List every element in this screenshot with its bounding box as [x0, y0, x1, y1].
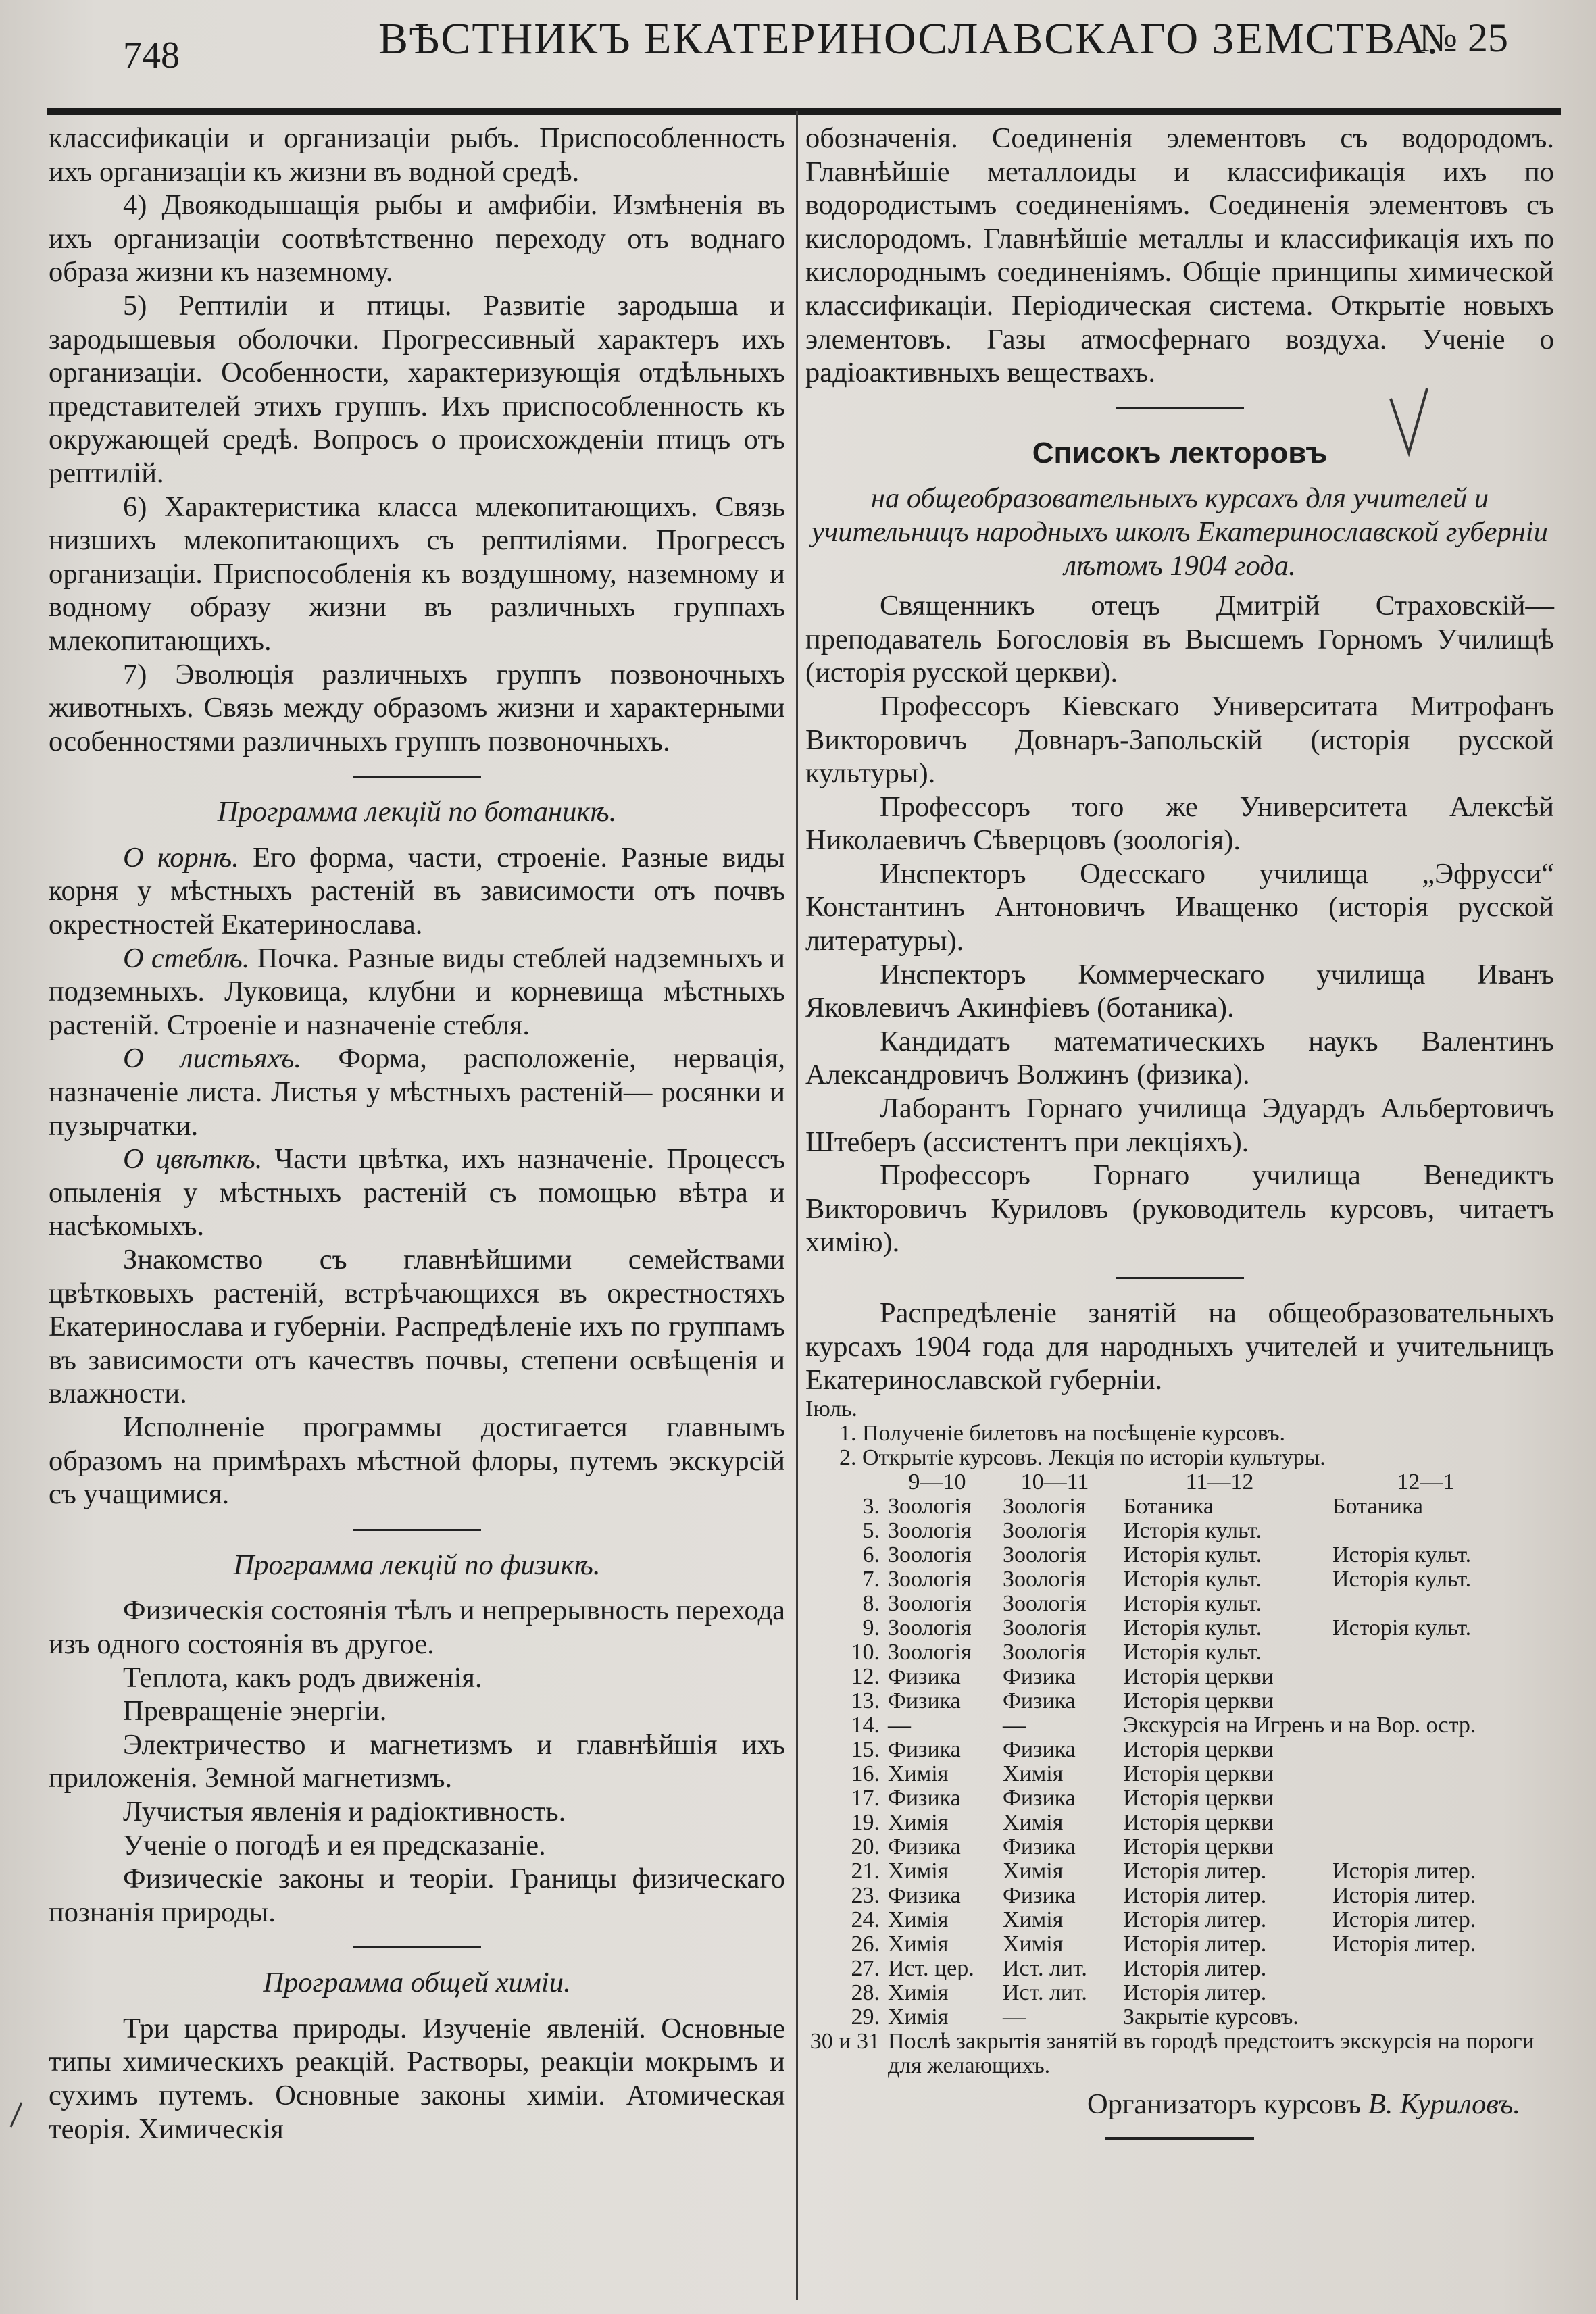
- slot-11-12: Исторія культ.: [1123, 1590, 1262, 1616]
- slot-10-11: Ист. лит.: [1003, 1980, 1087, 2005]
- slot-9-10: Физика: [888, 1882, 961, 1908]
- physics-paragraph: Ученіе о погодѣ и ея предсказаніе.: [123, 1829, 546, 1861]
- botany-paragraph: [49, 1142, 785, 1243]
- slot-10-11: —: [1003, 1712, 1026, 1738]
- topic-lead: О листьяхъ.: [123, 1042, 301, 1075]
- slot-12-1: [1332, 1762, 1535, 1786]
- lecturer-entry: Лаборантъ Горнаго училища Эдуардъ Альбертовичъ Штеберъ (ассистентъ при лекціяхъ).: [805, 1092, 1554, 1158]
- slot-9-10: Химія: [888, 1980, 949, 2005]
- slot-10-11: Физика: [1003, 1785, 1076, 1811]
- botany-paragraph: [49, 1042, 785, 1142]
- schedule-day: 17.: [851, 1785, 880, 1811]
- slot-9-10: Зоологія: [888, 1615, 972, 1640]
- time-slot: 9—10: [908, 1469, 966, 1494]
- slot-11-12: Исторія культ.: [1123, 1566, 1262, 1592]
- schedule-row: [805, 1567, 1554, 1592]
- schedule-day: 26.: [851, 1931, 880, 1957]
- schedule-row: [805, 1908, 1554, 1932]
- slot-11-12: Исторія культ.: [1123, 1517, 1262, 1543]
- schedule-row: [805, 2005, 1554, 2030]
- schedule-row: [805, 1640, 1554, 1665]
- slot-11-12: Ботаника: [1123, 1493, 1214, 1519]
- physics-paragraph: Превращеніе энергіи.: [123, 1695, 387, 1728]
- header-rule: [47, 108, 1561, 115]
- physics-paragraph: Теплота, какъ родъ движенія.: [123, 1661, 482, 1694]
- slot-12-1: Ботаника: [1332, 1493, 1423, 1519]
- slot-9-10: Физика: [888, 1785, 961, 1811]
- slot-11-12: Исторія литер.: [1123, 1955, 1267, 1981]
- slot-12-1: [1332, 1957, 1535, 1981]
- schedule-row: [805, 1738, 1554, 1762]
- schedule-row: [805, 1592, 1554, 1616]
- schedule-row: [805, 1786, 1554, 1811]
- slot-10-11: Зоологія: [1003, 1639, 1087, 1665]
- slot-9-10: Зоологія: [888, 1493, 972, 1519]
- column-divider: [796, 111, 798, 2300]
- slot-11-12: Исторія культ.: [1123, 1615, 1262, 1640]
- schedule-row: [805, 1494, 1554, 1519]
- topic-text: Его форма, части, строеніе. Разные виды корня у мѣстныхъ растеній въ зависимости отъ почвъ окрестностей Екатеринослава.: [49, 841, 786, 941]
- slot-12-1: [1332, 1981, 1535, 2005]
- slot-10-11: Химія: [1003, 1858, 1064, 1884]
- slot-11-12: Исторія литер.: [1123, 1980, 1267, 2005]
- slot-9-10: Физика: [888, 1688, 961, 1713]
- slot-10-11: Химія: [1003, 1931, 1064, 1957]
- issue-number: № 25: [1418, 16, 1508, 60]
- slot-9-10: Физика: [888, 1834, 961, 1859]
- schedule-row: [805, 1859, 1554, 1884]
- schedule-row: [805, 1932, 1554, 1957]
- schedule-day: 21.: [851, 1858, 880, 1884]
- schedule-row: [805, 1811, 1554, 1835]
- topic-lead: О цвѣткѣ.: [123, 1143, 263, 1176]
- slot-10-11: Физика: [1003, 1834, 1076, 1859]
- end-rule: [1105, 2137, 1254, 2140]
- slot-11-12: Исторія церкви: [1123, 1663, 1274, 1689]
- slot-12-1: [1332, 1811, 1535, 1835]
- lecturer-entry: Священникъ отецъ Дмитрій Страховскій— преподаватель Богословія въ Высшемъ Горномъ Училищѣ (исторія русской церкви).: [805, 590, 1554, 689]
- handwritten-check-mark: [1385, 385, 1432, 459]
- schedule-day: 6.: [862, 1542, 880, 1567]
- schedule-time-header: [805, 1470, 1554, 1494]
- lecturer-entry: Профессоръ того же Университета Алексѣй Николаевичъ Сѣверцовъ (зоологія).: [805, 790, 1554, 857]
- slot-9-10: Зоологія: [888, 1542, 972, 1567]
- schedule-rows: [805, 1494, 1554, 2030]
- organizer-name: В. Куриловъ.: [1368, 2088, 1520, 2120]
- zoology-paragraph: классификаціи и организаціи рыбъ. Приспособленность ихъ организаціи къ жизни въ водной средѣ.: [49, 122, 785, 188]
- zoology-paragraph: 6) Характеристика класса млекопитающихъ. Связь низшихъ млекопитающихъ съ рептиліями. Прогрессъ организаціи. Приспособленія къ воздушному, наземному и водному образу жизни въ различныхъ группахъ млекопитающихъ.: [49, 491, 785, 657]
- slot-11-12: Исторія культ.: [1123, 1542, 1262, 1567]
- slot-9-10: Зоологія: [888, 1566, 972, 1592]
- slot-10-11: Физика: [1003, 1688, 1076, 1713]
- schedule-row: [805, 1713, 1554, 1738]
- physics-paragraph: Лучистыя явленія и радіоктивность.: [123, 1795, 566, 1828]
- topic-text: Почка. Разные виды стеблей надземныхъ и подземныхъ. Луковица, клубни и корневища мѣстныхъ растеній. Строеніе и назначеніе стебля.: [49, 942, 786, 1041]
- schedule-row: [805, 1981, 1554, 2005]
- slot-12-1: [1332, 1786, 1535, 1811]
- slot-9-10: Химія: [888, 1761, 949, 1786]
- schedule-day: 7.: [862, 1566, 880, 1592]
- right-column: [805, 122, 1554, 2140]
- slot-10-11: Зоологія: [1003, 1493, 1087, 1519]
- schedule-day: 23.: [851, 1882, 880, 1908]
- slot-11-12: Исторія литер.: [1123, 1882, 1267, 1908]
- slot-12-1: [1332, 1738, 1535, 1762]
- slot-12-1: Исторія культ.: [1332, 1542, 1472, 1567]
- section-separator: [1116, 407, 1244, 409]
- schedule-day: 28.: [851, 1980, 880, 2005]
- schedule-day: 29.: [851, 2004, 880, 2030]
- botany-heading: Программа лекцій по ботаникѣ.: [217, 796, 617, 828]
- schedule-row: [805, 1616, 1554, 1640]
- section-separator: [353, 1529, 481, 1531]
- schedule-day: 20.: [851, 1834, 880, 1859]
- slot-12-1: [1332, 1835, 1535, 1859]
- zoology-paragraph: 4) Двоякодышащія рыбы и амфибіи. Измѣненія въ ихъ организаціи соотвѣтственно переходу отъ воднаго образа жизни къ наземному.: [49, 189, 785, 288]
- schedule-day: 5.: [862, 1517, 880, 1543]
- slot-12-1: [1332, 1640, 1535, 1665]
- schedule-intro: Распредѣленіе занятій на общеобразовательныхъ курсахъ 1904 года для народныхъ учителей и учительницъ Екатеринославской губерніи.: [805, 1297, 1554, 1397]
- lecturer-entry: Инспекторъ Коммерческаго училища Иванъ Яковлевичъ Акинфіевъ (ботаника).: [805, 958, 1554, 1024]
- schedule-day: 8.: [862, 1590, 880, 1616]
- slot-12-1: Исторія литер.: [1332, 1882, 1476, 1908]
- organizer-prefix: Организаторъ курсовъ: [1087, 2088, 1368, 2120]
- schedule-day: 9.: [862, 1615, 880, 1640]
- topic-text: Части цвѣтка, ихъ назначеніе. Процессъ опыленія у мѣстныхъ растеній съ помощью вѣтра и насѣкомыхъ.: [49, 1143, 785, 1242]
- slot-12-1: Исторія литер.: [1332, 1931, 1476, 1957]
- chemistry-paragraph: Три царства природы. Изученіе явленій. Основные типы химическихъ реакцій. Растворы, реакціи мокрымъ и сухимъ путемъ. Основные законы химіи. Атомическая теорія. Химическія: [49, 2012, 785, 2145]
- slot-9-10: Ист. цер.: [888, 1955, 974, 1981]
- slot-10-11: Химія: [1003, 1761, 1064, 1786]
- botany-paragraph: [49, 841, 785, 942]
- schedule-day: 15.: [851, 1736, 880, 1762]
- schedule-note: Послѣ закрытія занятій въ городѣ предстоитъ экскурсія на пороги для желающихъ.: [888, 2028, 1535, 2078]
- chemistry-continued: обозначенія. Соединенія элементовъ съ водородомъ. Главнѣйшіе металлоиды и классификація ихъ по водородистымъ соединеніямъ. Соединенія элементовъ съ кислородомъ. Главнѣйшіе металлы и классификація ихъ по кислороднымъ соединеніямъ. Общіе принципы химической классификаціи. Періодическая система. Открытіе новыхъ элементовъ. Газы атмосфернаго воздуха. Ученіе о радіоактивныхъ веществахъ.: [805, 122, 1554, 389]
- slot-11-12: Исторія церкви: [1123, 1736, 1274, 1762]
- schedule-day: 16.: [851, 1761, 880, 1786]
- lecturer-entry: Профессоръ Горнаго училища Венедиктъ Викторовичъ Куриловъ (руководитель курсовъ, читаетъ химію).: [805, 1159, 1554, 1259]
- schedule-day: 14.: [851, 1712, 880, 1738]
- slot-10-11: Физика: [1003, 1736, 1076, 1762]
- journal-title: ВѢСТНИКЪ ЕКАТЕРИНОСЛАВСКАГО ЗЕМСТВА.: [378, 14, 1440, 64]
- slot-11-12: Закрытіе курсовъ.: [1123, 2004, 1299, 2030]
- slot-9-10: Зоологія: [888, 1517, 972, 1543]
- slot-12-1: [1332, 1592, 1535, 1616]
- slot-12-1: Исторія культ.: [1332, 1566, 1472, 1592]
- schedule-row: [805, 1665, 1554, 1689]
- slot-11-12: Исторія церкви: [1123, 1834, 1274, 1859]
- page-number: 748: [123, 34, 180, 76]
- slot-12-1: Исторія литер.: [1332, 1858, 1476, 1884]
- slot-10-11: Зоологія: [1003, 1517, 1087, 1543]
- botany-paragraph: Знакомство съ главнѣйшими семействами цвѣтковыхъ растеній, встрѣчающихся въ окрестностяхъ Екатеринослава и губерніи. Распредѣленіе ихъ по группамъ въ зависимости отъ качествъ почвы, степени освѣщенія и влажности.: [49, 1244, 785, 1410]
- slot-11-12: Исторія культ.: [1123, 1639, 1262, 1665]
- schedule-item: 2. Открытіе курсовъ. Лекція по исторіи культуры.: [839, 1444, 1326, 1470]
- schedule-row: [805, 1543, 1554, 1567]
- physics-paragraph: Физическіе законы и теоріи. Границы физическаго познанія природы.: [49, 1863, 785, 1928]
- slot-9-10: Зоологія: [888, 1590, 972, 1616]
- schedule-day: 10.: [851, 1639, 880, 1665]
- schedule-day: 3.: [862, 1493, 880, 1519]
- slot-9-10: Химія: [888, 1931, 949, 1957]
- time-slot: 11—12: [1185, 1469, 1254, 1494]
- schedule-month: Іюль.: [805, 1396, 857, 1422]
- schedule-row: [805, 1519, 1554, 1543]
- slot-11-12: Исторія литер.: [1123, 1907, 1267, 1932]
- lecturer-entry: Профессоръ Кіевскаго Университата Митрофанъ Викторовичъ Довнаръ-Запольскій (исторія русской культуры).: [805, 690, 1554, 790]
- lecturers-subtitle: на общеобразовательныхъ курсахъ для учителей и учительницъ народныхъ школъ Екатеринославской губерніи лѣтомъ 1904 года.: [812, 482, 1548, 582]
- schedule-table: [805, 1397, 1554, 2078]
- slot-9-10: Зоологія: [888, 1639, 972, 1665]
- section-separator: [353, 776, 481, 778]
- chemistry-heading: Программа общей химіи.: [263, 1967, 571, 1999]
- slot-9-10: —: [888, 1712, 911, 1738]
- time-slot: 10—11: [1020, 1469, 1089, 1494]
- slot-11-12: Исторія церкви: [1123, 1785, 1274, 1811]
- slot-9-10: Химія: [888, 1809, 949, 1835]
- physics-paragraph: Физическія состоянія тѣлъ и непрерывность перехода изъ одного состоянія въ другое.: [49, 1594, 785, 1660]
- physics-paragraph: Электричество и магнетизмъ и главнѣйшія ихъ приложенія. Земной магнетизмъ.: [49, 1728, 785, 1794]
- slot-9-10: Химія: [888, 1858, 949, 1884]
- time-slot: 12—1: [1397, 1469, 1455, 1494]
- physics-heading: Программа лекцій по физикѣ.: [233, 1549, 601, 1581]
- slot-11-12: Исторія церкви: [1123, 1809, 1274, 1835]
- slot-9-10: Физика: [888, 1736, 961, 1762]
- schedule-day: 19.: [851, 1809, 880, 1835]
- slot-10-11: Зоологія: [1003, 1590, 1087, 1616]
- zoology-paragraph: 5) Рептиліи и птицы. Развитіе зародыша и зародышевыя оболочки. Прогрессивный характеръ ихъ организаціи. Особенности, характеризующія отдѣльныхъ представителей этихъ группъ. Ихъ приспособленность къ окружающей средѣ. Вопросъ о происхожденіи птицъ отъ рептилій.: [49, 289, 785, 489]
- organizer-line: [805, 2088, 1554, 2121]
- lecturer-entry: Кандидатъ математическихъ наукъ Валентинъ Александровичъ Волжинъ (физика).: [805, 1025, 1554, 1091]
- schedule-day: 27.: [851, 1955, 880, 1981]
- slot-10-11: Зоологія: [1003, 1566, 1087, 1592]
- slot-12-1: [1332, 1689, 1535, 1713]
- topic-lead: О стеблѣ.: [123, 942, 250, 974]
- slot-10-11: Физика: [1003, 1663, 1076, 1689]
- zoology-paragraph: 7) Эволюція различныхъ группъ позвоночныхъ животныхъ. Связь между образомъ жизни и характерными особенностями различныхъ группъ позвоночныхъ.: [49, 658, 785, 757]
- topic-text: Форма, расположеніе, нервація, назначеніе листа. Листья у мѣстныхъ растеній— росянки и пузырчатки.: [49, 1042, 785, 1142]
- schedule-row: [805, 1835, 1554, 1859]
- slot-10-11: Зоологія: [1003, 1542, 1087, 1567]
- schedule-row: [805, 1957, 1554, 1981]
- slot-10-11: Физика: [1003, 1882, 1076, 1908]
- slot-11-12: Исторія литер.: [1123, 1931, 1267, 1957]
- slot-10-11: Химія: [1003, 1907, 1064, 1932]
- slot-10-11: Ист. лит.: [1003, 1955, 1087, 1981]
- slot-11-12: Экскурсія на Игрень и на Вор. остр.: [1123, 1712, 1476, 1738]
- section-separator: [1116, 1277, 1244, 1279]
- lecturer-entry: Инспекторъ Одесскаго училища „Эфрусси“ Константинъ Антоновичъ Иващенко (исторія русской литературы).: [805, 857, 1554, 957]
- schedule-row: [805, 1762, 1554, 1786]
- schedule-day: 30 и 31: [809, 2028, 880, 2054]
- slot-11-12: Исторія литер.: [1123, 1858, 1267, 1884]
- slot-12-1: [1332, 1665, 1535, 1689]
- slot-11-12: Исторія церкви: [1123, 1761, 1274, 1786]
- section-separator: [353, 1946, 481, 1948]
- schedule-day: 12.: [851, 1663, 880, 1689]
- slot-10-11: Химія: [1003, 1809, 1064, 1835]
- schedule-day: 13.: [851, 1688, 880, 1713]
- margin-mark: [9, 2101, 23, 2128]
- slot-12-1: [1332, 1519, 1535, 1543]
- slot-9-10: Химія: [888, 1907, 949, 1932]
- schedule-day: 24.: [851, 1907, 880, 1932]
- slot-10-11: —: [1003, 2004, 1026, 2030]
- slot-12-1: [1332, 1713, 1535, 1738]
- botany-paragraph: Исполненіе программы достигается главнымъ образомъ на примѣрахъ мѣстной флоры, путемъ экскурсій съ учащимися.: [49, 1411, 785, 1511]
- page-header: [47, 0, 1549, 101]
- left-column: [49, 122, 785, 2146]
- schedule-row: [805, 1884, 1554, 1908]
- schedule-row: [805, 1689, 1554, 1713]
- slot-10-11: Зоологія: [1003, 1615, 1087, 1640]
- topic-lead: О корнѣ.: [123, 841, 239, 874]
- botany-paragraph: [49, 942, 785, 1042]
- slot-12-1: [1332, 2005, 1535, 2030]
- schedule-item: 1. Полученіе билетовъ на посѣщеніе курсовъ.: [839, 1420, 1286, 1446]
- slot-9-10: Физика: [888, 1663, 961, 1689]
- slot-12-1: Исторія культ.: [1332, 1615, 1472, 1640]
- slot-12-1: Исторія литер.: [1332, 1907, 1476, 1932]
- schedule-final-row: [805, 2030, 1554, 2078]
- slot-11-12: Исторія церкви: [1123, 1688, 1274, 1713]
- lecturers-title: Списокъ лекторовъ: [1032, 436, 1328, 470]
- slot-9-10: Химія: [888, 2004, 949, 2030]
